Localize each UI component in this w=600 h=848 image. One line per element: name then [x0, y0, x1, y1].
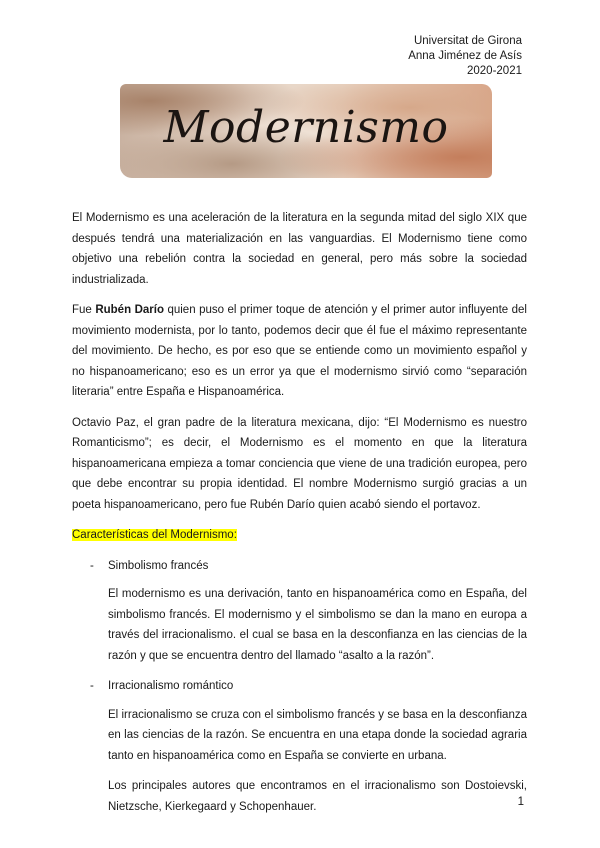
paragraph-text: quien puso el primer toque de atención y el primer autor influyente del movimiento modernista, por lo tanto, podemos decir que él fue el máximo representante del movimiento. De hecho, es por eso que se entiende como un movimiento español y no hispanoamericano; eso es un error ya que el modernismo sirvió como “separación literaria” entre España e Hispanoamérica.	[72, 304, 527, 398]
list-item	[72, 556, 527, 577]
title-banner	[120, 84, 492, 178]
list-dash: -	[90, 559, 94, 572]
document-header	[408, 34, 522, 79]
section-heading	[72, 525, 527, 546]
header-institution: Universitat de Girona	[413, 35, 522, 47]
header-year: 2020-2021	[467, 65, 522, 77]
list-item-body	[72, 705, 527, 818]
list-dash: -	[90, 680, 94, 692]
page-number: 1	[517, 796, 524, 808]
list-item-paragraph: El modernismo es una derivación, tanto en hispanoamérica como en España, del simbolismo francés. El modernismo y el simbolismo se dan la mano en europa a través del irracionalismo. el cual se basa en la desconfianza en las ciencias de la razón y que se encuentra dentro del llamado “asalto a la razón”.	[108, 588, 527, 662]
highlighted-heading: Características del Modernismo:	[72, 529, 237, 541]
list-item-title: Simbolismo francés	[108, 559, 209, 572]
list-item-title: Irracionalismo romántico	[108, 680, 234, 692]
paragraph-ruben-dario	[72, 300, 527, 403]
document-body	[72, 208, 527, 827]
paragraph-text: Fue	[72, 304, 96, 316]
paragraph-octavio-paz: Octavio Paz, el gran padre de la literatura mexicana, dijo: “El Modernismo es nuestro Romanticismo”; es decir, el Modernismo es el momento en que la literatura hispanoamericana empieza a tomar conciencia que viene de una tradición europea, pero que debe encontrar su propia identidad. El nombre Modernismo surgió gracias a un poeta hispanoamericano, pero fue Rubén Darío quien acabó siendo el portavoz.	[72, 416, 527, 511]
list-item-body	[72, 584, 527, 666]
list-item	[72, 676, 527, 697]
list-item-paragraph: Los principales autores que encontramos en el irracionalismo son Dostoievski, Nietzsche, Kierkegaard y Schopenhauer.	[108, 780, 527, 813]
header-author: Anna Jiménez de Asís	[408, 50, 522, 62]
bold-name: Rubén Darío	[95, 304, 164, 316]
paragraph-intro: El Modernismo es una aceleración de la literatura en la segunda mitad del siglo XIX que después tendrá una materialización en las vanguardias. El Modernismo tiene como objetivo una rebelión contra la sociedad en general, pero más sobre la sociedad industrializada.	[72, 212, 527, 286]
banner-title: Modernismo	[163, 102, 449, 153]
list-item-paragraph: El irracionalismo se cruza con el simbolismo francés y se basa en la desconfianza en las ciencias de la razón. Se encuentra en una etapa donde la sociedad agraria tanto en hispanoamérica como en España se convierte en urbana.	[108, 708, 527, 762]
